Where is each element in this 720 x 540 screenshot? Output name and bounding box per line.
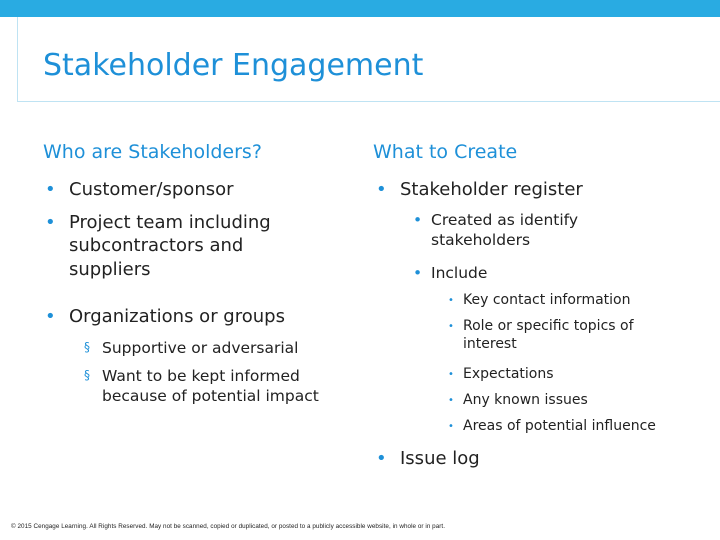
bullet-marker: • [448, 421, 454, 432]
left-bullet-organizations [45, 305, 329, 328]
bullet-marker: • [448, 395, 454, 406]
include-item-key-contact [448, 291, 693, 309]
square-bullet-icon: § [84, 340, 90, 354]
bullet-text: Role or specific topics of interest [463, 318, 634, 353]
bullet-text: Created as identify stakeholders [431, 211, 579, 250]
left-subbullet-supportive [84, 338, 342, 358]
bullet-text: Project team including subcontractors and suppliers [69, 212, 271, 280]
bullet-text: Areas of potential influence [463, 418, 656, 434]
left-subbullet-informed [84, 366, 342, 406]
bullet-marker: • [448, 369, 454, 380]
bullet-marker: • [45, 179, 56, 200]
bullet-text: Stakeholder register [400, 179, 583, 200]
slide-title: Stakeholder Engagement [43, 48, 424, 83]
right-column-heading: What to Create [373, 141, 518, 163]
bullet-text: Expectations [463, 366, 554, 382]
bullet-text: Include [431, 264, 488, 282]
bullet-text: Key contact information [463, 292, 631, 308]
include-item-known-issues [448, 391, 693, 409]
bullet-text: Any known issues [463, 392, 588, 408]
right-bullet-stakeholder-register [376, 178, 700, 201]
right-subbullet-include [413, 263, 631, 283]
copyright-footer: © 2015 Cengage Learning. All Rights Reserved. May not be scanned, copied or duplicated, or posted to a publicly accessible website, in whole or in part. [11, 523, 446, 530]
bullet-text: Supportive or adversarial [102, 339, 299, 357]
left-column-heading: Who are Stakeholders? [43, 141, 262, 163]
bullet-text: Issue log [400, 448, 480, 469]
bullet-text: Organizations or groups [69, 306, 285, 327]
square-bullet-icon: § [84, 368, 90, 382]
include-item-role [448, 317, 663, 353]
bullet-marker: • [448, 321, 454, 332]
right-bullet-issue-log [376, 447, 600, 470]
bullet-text: Want to be kept informed because of potential impact [102, 367, 319, 406]
bullet-marker: • [376, 179, 387, 200]
include-item-expectations [448, 365, 693, 383]
bullet-text: Customer/sponsor [69, 179, 234, 200]
left-bullet-customer [45, 178, 329, 201]
bullet-marker: • [448, 295, 454, 306]
left-bullet-project-team [45, 211, 309, 281]
bullet-marker: • [376, 448, 387, 469]
bullet-marker: • [45, 306, 56, 327]
bullet-marker: • [413, 264, 423, 282]
right-subbullet-created [413, 210, 631, 250]
include-item-influence [448, 417, 703, 435]
bullet-marker: • [45, 212, 56, 233]
top-accent-bar [0, 0, 720, 17]
bullet-marker: • [413, 211, 423, 229]
